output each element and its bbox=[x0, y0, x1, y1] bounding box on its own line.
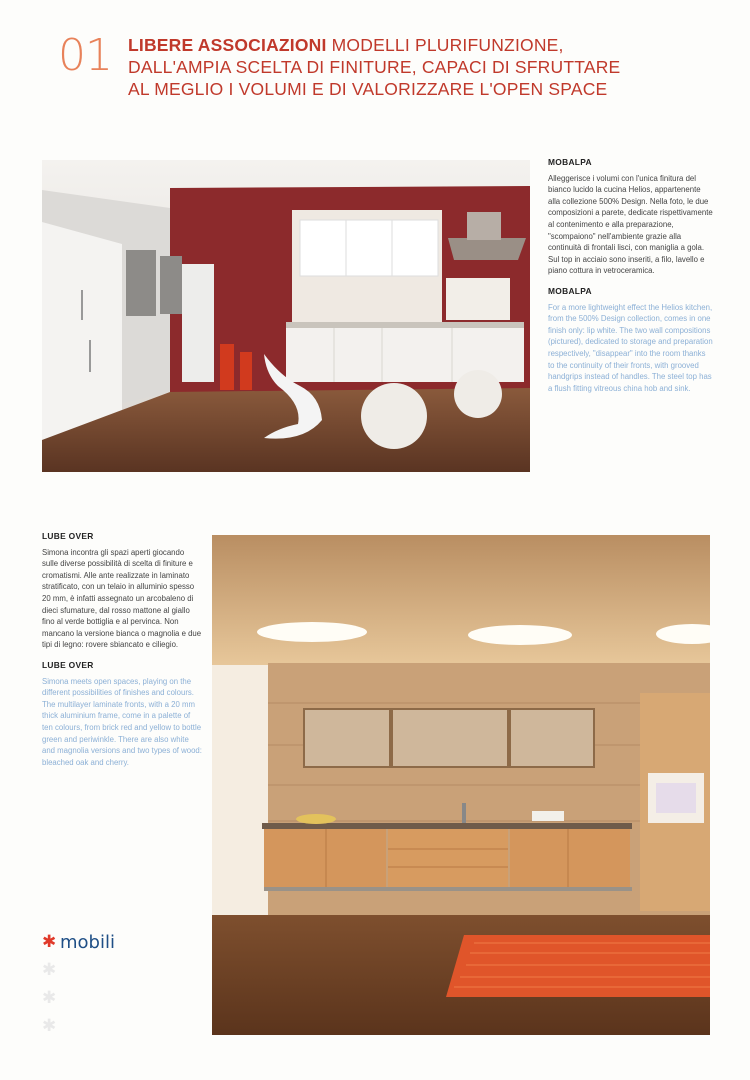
lube-kitchen-photo bbox=[212, 535, 710, 1035]
nav-item-label: mobili bbox=[60, 931, 115, 953]
headline-bold: LIBERE ASSOCIAZIONI bbox=[128, 35, 327, 55]
mobalpa-kitchen-illustration bbox=[42, 160, 530, 472]
star-icon: ✱ bbox=[42, 932, 57, 952]
headline bbox=[128, 34, 620, 100]
mobalpa-brand-it: MOBALPA bbox=[548, 157, 592, 167]
headline-line2: DALL'AMPIA SCELTA DI FINITURE, CAPACI DI SFRUTTARE bbox=[128, 57, 621, 77]
mobalpa-kitchen-photo bbox=[42, 160, 530, 472]
headline-line3: AL MEGLIO I VOLUMI E DI VALORIZZARE L'OPEN SPACE bbox=[128, 79, 608, 99]
nav-item-faded bbox=[42, 956, 202, 984]
mobalpa-brand-en: MOBALPA bbox=[548, 285, 592, 296]
section-nav bbox=[42, 928, 202, 1040]
headline-line1: MODELLI PLURIFUNZIONE, bbox=[331, 35, 564, 55]
star-icon: ✱ bbox=[42, 1016, 57, 1036]
lube-kitchen-illustration bbox=[212, 535, 710, 1035]
lube-brand-it: LUBE OVER bbox=[42, 531, 94, 541]
mobalpa-text-it: Alleggerisce i volumi con l'unica finitura del bianco lucido la cucina Helios, appartenente alla collezione 500% Design. Nella foto, le due composizioni a parete, dedicate rispettivamente al contenimento e alla preparazione, "scompaiono" nell'ambiente grazie alla continuità di frontali lisci, con maniglia a gola. Sul top in acciaio sono inseriti, a filo, lavello e piano cottura in vetroceramica. bbox=[548, 173, 713, 276]
star-icon: ✱ bbox=[42, 988, 57, 1008]
lube-caption bbox=[42, 531, 202, 768]
mobalpa-caption bbox=[548, 157, 713, 394]
lube-text-it: Simona incontra gli spazi aperti giocando sulle diverse possibilità di scelta di finiture e cromatismi. Alle ante realizzate in laminato stratificato, con un telaio in alluminio spesso 20 mm, è infatti assegnato un arcobaleno di dieci sfumature, dal rosso mattone al giallo fino al verde bottiglia e al pervinca. Non mancano la versione bianca o magnolia e due tipi di legno: rovere sbiancato e ciliegio. bbox=[42, 547, 202, 650]
nav-item-faded bbox=[42, 984, 202, 1012]
nav-item-mobili[interactable] bbox=[42, 928, 202, 956]
star-icon: ✱ bbox=[42, 960, 57, 980]
lube-brand-en: LUBE OVER bbox=[42, 659, 94, 670]
mobalpa-text-en: For a more lightweight effect the Helios kitchen, from the 500% Design collection, comes in one finish only: lip white. The two wall compositions (pictured), dedicated to storage and preparation respectively, "disappear" into the room thanks to the continuity of their fronts, with grooved handgrips instead of handles. The steel top has a flush fitting vitreous china hob and sink. bbox=[548, 302, 713, 393]
nav-item-faded bbox=[42, 1012, 202, 1040]
section-number: 01 bbox=[58, 30, 112, 81]
lube-text-en: Simona meets open spaces, playing on the different possibilities of finishes and colours. The multilayer laminate fronts, with a 20 mm thick aluminium frame, come in a palette of ten colours, from brick red and yellow to bottle green and periwinkle. There are also white and magnolia versions and two types of wood: bleached oak and cherry. bbox=[42, 676, 202, 767]
